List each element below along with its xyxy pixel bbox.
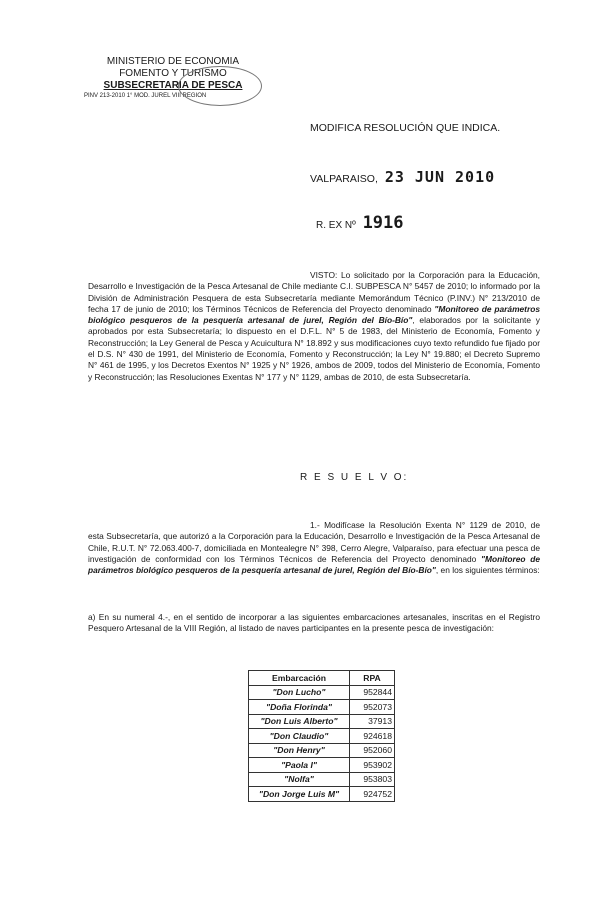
- column-header-vessel: Embarcación: [249, 671, 350, 686]
- ministry-line-4: PINV 213-2010 1° MOD. JUREL VIII REGION: [84, 93, 207, 99]
- table-row: [249, 714, 395, 729]
- table-row: [249, 700, 395, 715]
- vessels-table: [248, 670, 395, 802]
- vessel-name: "Don Lucho": [249, 685, 350, 700]
- vessel-rpa: 924618: [350, 729, 395, 744]
- visto-text-2: , elaborados por la solicitante y aprobados por esta Subsecretaría; lo dispuesto en el D.F.L. N° 5 de 1983, del Ministerio de Economía, Fomento y Reconstrucción; la Ley General de Pesca y Acuicultura N° 18.892 y sus modificaciones cuyo texto refundido fue fijado por el D.S. N° 430 de 1991, del Ministerio de Economía, Fomento y Reconstrucción; la Ley N° 19.880; el Decreto Supremo N° 461 de 1995, y los Decretos Exentos N° 1925 y N° 1926, ambos de 2009, todos del Ministerio de Economía, Fomento y Reconstrucción; las Resoluciones Exentas N° 177 y N° 1129, ambas de 2010, de esta Subsecretaría.: [88, 315, 540, 382]
- vessel-rpa: 953803: [350, 772, 395, 787]
- table-row: [249, 729, 395, 744]
- point-1-text: 1.- Modifícase la Resolución Exenta N° 1129 de 2010, de esta Subsecretaría, que autorizó a la Corporación para la Educación, Desarrollo e Investigación de la Pesca Artesanal de Chile, R.U.T. N° 72.063.400-7, domiciliada en Montealegre N° 398, Cerro Alegre, Valparaíso, para efectuar una pesca de investigación de conformidad con los Términos Técnicos de Referencia del Proyecto denominado: [88, 520, 540, 564]
- table-row: [249, 772, 395, 787]
- vessel-rpa: 952073: [350, 700, 395, 715]
- point-1-text-2: , en los siguientes términos:: [435, 565, 540, 576]
- reference-title: MODIFICA RESOLUCIÓN QUE INDICA.: [310, 122, 501, 134]
- date-line: [310, 168, 495, 186]
- column-header-rpa: RPA: [350, 671, 395, 686]
- resolution-label: R. EX Nº: [316, 220, 356, 231]
- resolution-number-line: [316, 213, 404, 233]
- vessel-rpa: 952060: [350, 743, 395, 758]
- visto-paragraph: [88, 270, 540, 383]
- table-header-row: [249, 671, 395, 686]
- visto-project-name: "Monitoreo de parámetros biológico pesqueros de la pesquería artesanal de jurel, Región del Bío-Bío": [88, 303, 541, 326]
- vessel-name: "Doña Florinda": [249, 700, 350, 715]
- date-stamp: 23 JUN 2010: [384, 168, 496, 186]
- point-1-project-name: "Monitoreo de parámetros biológico pesqueros de la pesquería artesanal de jurel, Región del Bío-Bío": [88, 553, 540, 576]
- vessel-rpa: 924752: [350, 787, 395, 802]
- vessel-rpa: 952844: [350, 685, 395, 700]
- table-row: [249, 787, 395, 802]
- point-1-paragraph: [88, 520, 540, 576]
- vessel-name: "Paola I": [249, 758, 350, 773]
- vessel-rpa: 37913: [350, 714, 395, 729]
- ministry-line-1: MINISTERIO DE ECONOMIA: [106, 56, 240, 67]
- visto-text: VISTO: Lo solicitado por la Corporación para la Educación, Desarrollo e Investigación de la Pesca Artesanal de Chile mediante C.I. SUBPESCA N° 5457 de 2010; lo informado por la División de Administración Pesquera de esta Subsecretaría mediante Memorándum Técnico (P.INV.) N° 213/2010 de fecha 17 de junio de 2010; los Términos Técnicos de Referencia del Proyecto denominado: [88, 270, 540, 314]
- ministry-line-2: FOMENTO Y TURISMO: [119, 68, 227, 79]
- vessel-name: "Don Jorge Luis M": [249, 787, 350, 802]
- point-a-paragraph: a) En su numeral 4.-, en el sentido de incorporar a las siguientes embarcaciones artesanales, inscritas en el Registro Pesquero Artesanal de la VIII Región, al listado de naves participantes en la presente pesca de investigación:: [88, 612, 540, 634]
- resolution-number: 1916: [362, 213, 404, 233]
- resuelvo-heading: R E S U E L V O:: [300, 472, 409, 483]
- table-row: [249, 758, 395, 773]
- vessel-name: "Don Claudio": [249, 729, 350, 744]
- ministry-line-3: SUBSECRETARIA DE PESCA: [103, 80, 243, 91]
- vessel-rpa: 953902: [350, 758, 395, 773]
- date-place: VALPARAISO,: [310, 173, 378, 185]
- vessel-name: "Don Luis Alberto": [249, 714, 350, 729]
- table-row: [249, 685, 395, 700]
- vessel-name: "Don Henry": [249, 743, 350, 758]
- official-seal: [178, 66, 262, 106]
- vessel-name: "Nolfa": [249, 772, 350, 787]
- table-row: [249, 743, 395, 758]
